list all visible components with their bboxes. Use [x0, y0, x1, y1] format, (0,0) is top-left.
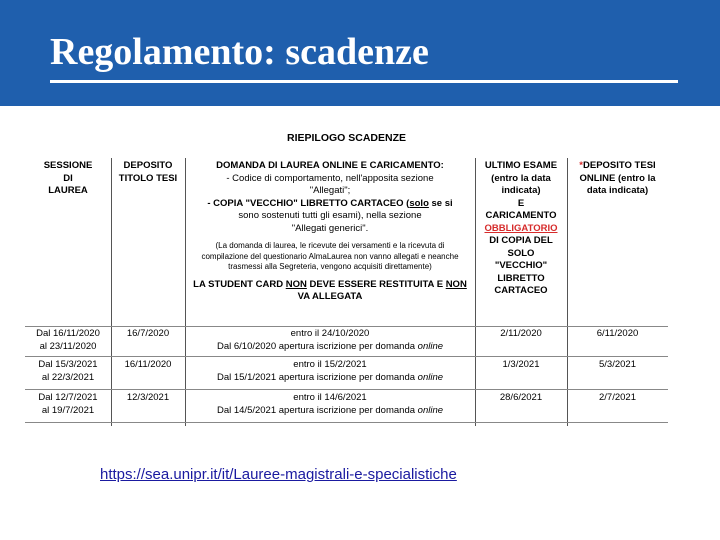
- row3-deposito-online: 2/7/2021: [599, 392, 636, 403]
- unipr-link[interactable]: https://sea.unipr.it/it/Lauree-magistrali-e-specialistiche: [100, 466, 457, 483]
- row1-sessione: Dal 16/11/2020 al 23/11/2020: [36, 328, 100, 352]
- row1-deposito: 16/7/2020: [126, 328, 170, 339]
- row1-ultimo: 2/11/2020: [500, 328, 542, 339]
- header-deposito-online: *DEPOSITO TESI ONLINE (entro la data indicata): [579, 160, 656, 196]
- row3-domanda: entro il 14/6/2021 Dal 14/5/2021 apertura iscrizione per domanda online: [216, 392, 444, 416]
- slide-title: Regolamento: scadenze: [50, 31, 429, 73]
- row2-domanda: entro il 15/2/2021 Dal 15/1/2021 apertura iscrizione per domanda online: [216, 359, 444, 383]
- header-deposito-titolo: DEPOSITO TITOLO TESI: [118, 160, 178, 184]
- col-divider: [567, 158, 568, 426]
- col-divider: [111, 158, 112, 426]
- header-ultimo-esame: ULTIMO ESAME (entro la data indicata) E CARICAMENTO OBBLIGATORIO DI COPIA DEL SOLO "VECCHIO" LIBRETTO CARTACEO: [484, 160, 558, 296]
- row2-ultimo: 1/3/2021: [502, 359, 540, 370]
- summary-table-image: [25, 130, 668, 426]
- row2-deposito: 16/11/2020: [124, 359, 172, 370]
- header-sessione: SESSIONE DI LAUREA: [43, 160, 93, 196]
- header-domanda: DOMANDA DI LAUREA ONLINE E CARICAMENTO: - Codice di comportamento, nell'apposita sezione "Allegati"; - COPIA "VECCHIO" LIBRETTO CARTACEO (solo se si sono sostenuti tutti gli esami), nella sezione "Allegati generici". (La domanda di laurea, le ricevute dei versamenti e la ricevuta di compilazione del questionario AlmaLaurea non vanno allegati e neanche trasmessi alla Segreteria, vengono acquisiti direttamente) LA STUDENT CARD NON DEVE ESSERE RESTITUITA E NON VA ALLEGATA: [193, 160, 467, 302]
- row-divider: [25, 356, 668, 357]
- row2-deposito-online: 5/3/2021: [599, 359, 636, 370]
- table-title: RIEPILOGO SCADENZE: [286, 132, 406, 144]
- row-divider: [25, 422, 668, 423]
- title-underline: [50, 80, 678, 83]
- row2-sessione: Dal 15/3/2021 al 22/3/2021: [38, 359, 98, 383]
- row-divider: [25, 326, 668, 327]
- row3-deposito: 12/3/2021: [126, 392, 170, 403]
- row-divider: [25, 389, 668, 390]
- slide-header: [0, 0, 720, 106]
- row3-ultimo: 28/6/2021: [499, 392, 543, 403]
- row1-domanda: entro il 24/10/2020 Dal 6/10/2020 apertura iscrizione per domanda online: [216, 328, 444, 352]
- row3-sessione: Dal 12/7/2021 al 19/7/2021: [38, 392, 98, 416]
- row1-deposito-online: 6/11/2020: [596, 328, 639, 339]
